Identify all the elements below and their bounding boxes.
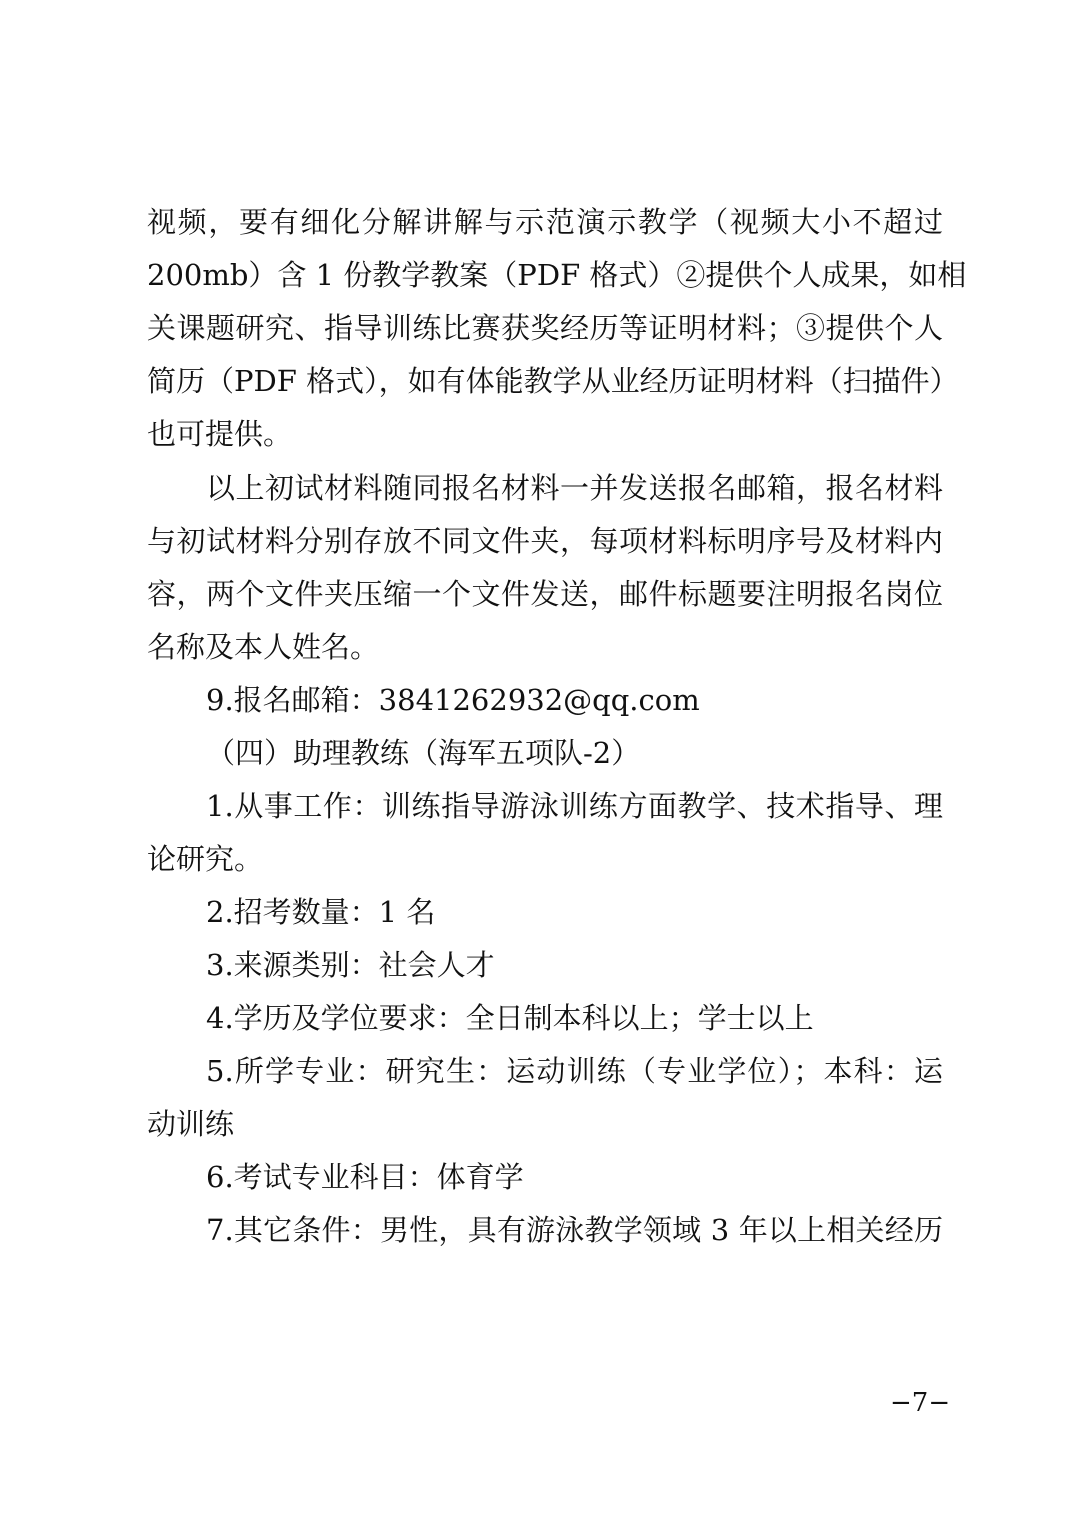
list-item: 4.学历及学位要求：全日制本科以上；学士以上 <box>206 1001 814 1035</box>
body-text-line: 200mb）含 1 份教学教案（PDF 格式）②提供个人成果，如相 <box>147 258 967 292</box>
list-item: 2.招考数量：1 名 <box>206 895 436 929</box>
body-text-line: 关课题研究、指导训练比赛获奖经历等证明材料；③提供个人 <box>147 311 943 345</box>
list-item: 7.其它条件：男性，具有游泳教学领域 3 年以上相关经历 <box>206 1213 943 1247</box>
list-item-continuation: 动训练 <box>147 1107 235 1141</box>
body-text-line: 与初试材料分别存放不同文件夹，每项材料标明序号及材料内 <box>147 524 943 558</box>
list-item-continuation: 论研究。 <box>147 842 264 876</box>
body-text-line: 名称及本人姓名。 <box>147 630 380 664</box>
page-number: −7− <box>890 1388 951 1418</box>
section-heading: （四）助理教练（海军五项队-2） <box>206 736 641 770</box>
body-text-line: 视频，要有细化分解讲解与示范演示教学（视频大小不超过 <box>147 205 943 239</box>
list-item: 6.考试专业科目：体育学 <box>206 1160 524 1194</box>
body-text-line: 简历（PDF 格式），如有体能教学从业经历证明材料（扫描件） <box>147 364 959 398</box>
paragraph-first-line: 以上初试材料随同报名材料一并发送报名邮箱，报名材料 <box>206 471 943 505</box>
email-item: 9.报名邮箱：3841262932@qq.com <box>206 683 700 717</box>
list-item: 3.来源类别：社会人才 <box>206 948 495 982</box>
list-item: 5.所学专业：研究生：运动训练（专业学位）；本科：运 <box>206 1054 943 1088</box>
body-text-line: 也可提供。 <box>147 417 293 451</box>
list-item: 1.从事工作：训练指导游泳训练方面教学、技术指导、理 <box>206 789 943 823</box>
body-text-line: 容，两个文件夹压缩一个文件发送，邮件标题要注明报名岗位 <box>147 577 943 611</box>
